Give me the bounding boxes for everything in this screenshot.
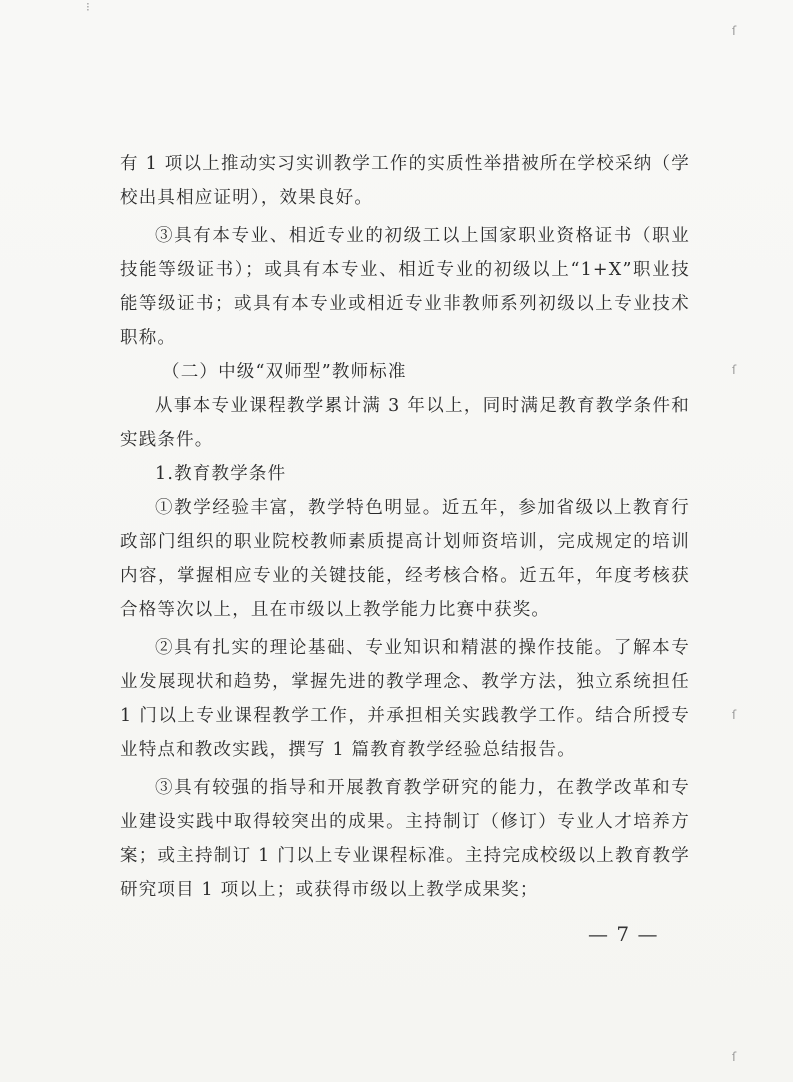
scan-mark: ſ xyxy=(732,708,737,722)
paragraph: ③具有较强的指导和开展教育教学研究的能力，在教学改革和专业建设实践中取得较突出的成果。主持制订（修订）专业人才培养方案；或主持制订 1 门以上专业课程标准。主持完成校级以上教育教学研究项目 1 项以上；或获得市级以上教学成果奖； xyxy=(120,778,690,900)
paragraph: 从事本专业课程教学累计满 3 年以上，同时满足教育教学条件和实践条件。 xyxy=(120,396,690,450)
paragraph: 有 1 项以上推动实习实训教学工作的实质性举措被所在学校采纳（学校出具相应证明），效果良好。 xyxy=(120,154,690,208)
document-body xyxy=(120,147,690,907)
scan-mark: ſ xyxy=(732,1050,737,1064)
scan-mark: ſ xyxy=(732,363,737,377)
scan-mark: ſ xyxy=(732,24,737,38)
section-heading: （二）中级“双师型”教师标准 xyxy=(162,362,407,382)
paragraph: ②具有扎实的理论基础、专业知识和精湛的操作技能。了解本专业发展现状和趋势，掌握先进的教学理念、教学方法，独立系统担任 1 门以上专业课程教学工作，并承担相关实践教学工作。结合所授专业特点和教改实践，撰写 1 篇教育教学经验总结报告。 xyxy=(120,638,690,760)
page-number: — 7 — xyxy=(588,922,659,946)
paragraph: ③具有本专业、相近专业的初级工以上国家职业资格证书（职业技能等级证书）；或具有本专业、相近专业的初级以上“1+X”职业技能等级证书；或具有本专业或相近专业非教师系列初级以上专业技术职称。 xyxy=(120,226,690,348)
scan-mark: ⁝ xyxy=(86,0,90,14)
subsection-heading: 1.教育教学条件 xyxy=(155,464,287,484)
paragraph: ①教学经验丰富，教学特色明显。近五年，参加省级以上教育行政部门组织的职业院校教师素质提高计划师资培训，完成规定的培训内容，掌握相应专业的关键技能，经考核合格。近五年，年度考核获合格等次以上，且在市级以上教学能力比赛中获奖。 xyxy=(120,498,690,620)
